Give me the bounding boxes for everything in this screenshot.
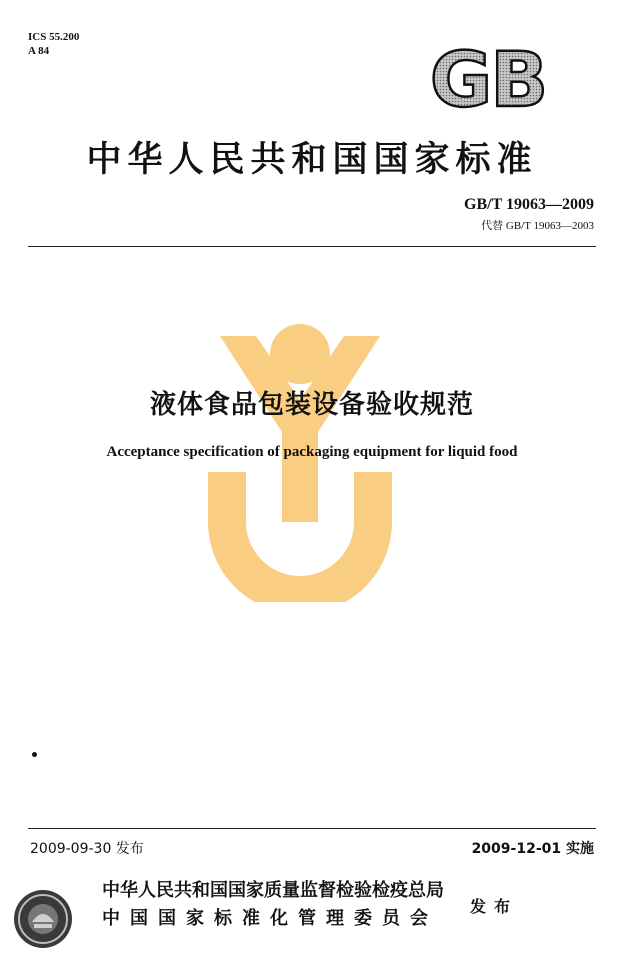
standard-code-block	[464, 196, 594, 233]
ccs-code: A 84	[28, 45, 50, 57]
document-title-en: Acceptance specification of packaging equipment for liquid food	[106, 444, 518, 460]
publish-date: 2009-09-30 发布	[30, 841, 144, 857]
replaces-standard: 代替 GB/T 19063—2003	[481, 220, 594, 232]
implement-date: 2009-12-01 实施	[471, 841, 594, 857]
issuers-block	[102, 876, 444, 930]
official-seal-icon	[12, 888, 74, 950]
ics-code: ICS 55.200	[28, 31, 80, 43]
svg-text:GB: GB	[429, 40, 547, 116]
bottom-divider	[28, 828, 596, 829]
issuer-aqsiq: 中华人民共和国国家质量监督检验检疫总局	[102, 880, 444, 901]
gb-logo	[418, 40, 558, 116]
standard-header-title: 中华人民共和国国家标准	[86, 139, 538, 180]
ink-speck	[31, 751, 38, 758]
standard-number: GB/T 19063—2009	[464, 196, 594, 213]
release-label: 发布	[470, 897, 519, 916]
watermark-logo	[200, 322, 400, 602]
classification-block	[28, 30, 79, 58]
document-title-cn: 液体食品包装设备验收规范	[149, 390, 474, 420]
top-divider	[28, 246, 596, 247]
issuer-sac: 中国国家标准化管理委员会	[102, 908, 438, 929]
